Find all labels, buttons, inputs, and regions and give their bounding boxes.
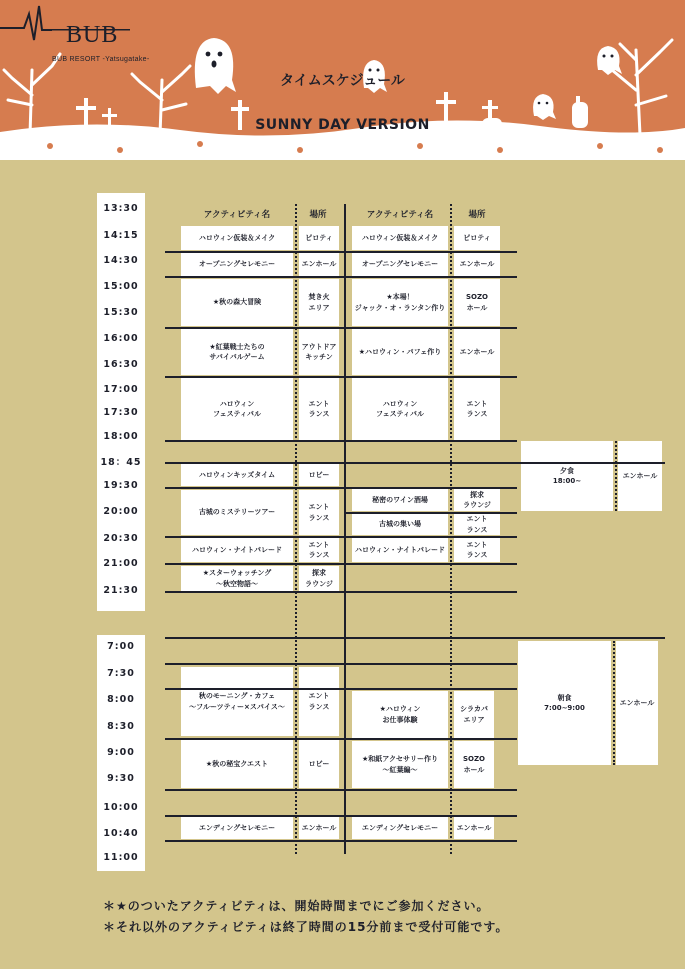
time-label: 19:30 (103, 480, 139, 491)
time-label: 14:15 (103, 230, 139, 241)
time-label: 13:30 (103, 203, 139, 214)
place-cell: 探求 ラウンジ (299, 566, 339, 591)
column-header-activity-right: アクティビティ名 (366, 210, 434, 220)
activity-cell: ★ハロウィン・パフェ作り (352, 329, 448, 375)
activity-cell: ★本場！ ジャック・オ・ランタン作り (352, 279, 448, 326)
activity-cell: ハロウィン フェスティバル (352, 378, 448, 440)
place-cell: ピロティ (454, 226, 500, 250)
place-cell: SOZO ホール (454, 279, 500, 326)
activity-cell: オープニングセレモニー (181, 253, 293, 276)
header-banner (0, 0, 685, 160)
column-header-place-left: 場所 (309, 210, 327, 220)
note-line-2: ＊それ以外のアクティビティは終了時間の15分前まで受付可能です。 (103, 920, 509, 934)
time-label: 18：45 (100, 457, 142, 468)
dinner-place-cell: エンホール (618, 441, 662, 511)
activity-cell: 秋のモーニング・カフェ ～フルーツティー×スパイス～ (181, 667, 293, 736)
time-label: 18:00 (103, 431, 139, 442)
time-label: 16:30 (103, 359, 139, 370)
time-label: 15:30 (103, 307, 139, 318)
logo-title: BUB (66, 22, 119, 48)
time-label: 17:00 (103, 384, 139, 395)
column-header-place-right: 場所 (468, 210, 486, 220)
activity-cell: ★スターウォッチング ～秋空物語～ (181, 566, 293, 591)
activity-cell: ハロウィン仮装＆メイク (352, 226, 448, 250)
note-line-1: ＊★のついたアクティビティは、開始時間までにご参加ください。 (103, 899, 490, 913)
place-cell: 焚き火 エリア (299, 279, 339, 326)
activity-cell: ★秋の秘宝クエスト (181, 740, 293, 788)
time-label: 10:40 (103, 828, 139, 839)
breakfast-cell: 朝食 7:00~9:00 (518, 641, 611, 765)
place-cell: ロビー (299, 464, 339, 486)
place-cell: ロビー (299, 740, 339, 788)
activity-cell: エンディングセレモニー (352, 817, 448, 839)
time-label: 20:30 (103, 533, 139, 544)
page-title: タイムスケジュール (280, 73, 405, 89)
place-cell: エンホール (454, 817, 494, 839)
activity-cell: ハロウィン仮装＆メイク (181, 226, 293, 250)
time-label: 8:00 (107, 694, 135, 705)
activity-cell: ハロウィン フェスティバル (181, 378, 293, 440)
time-label: 9:30 (107, 773, 135, 784)
dinner-cell: 夕食 18:00~ (521, 441, 613, 511)
activity-cell: 秘密のワイン酒場 (352, 489, 448, 511)
time-label: 7:00 (107, 641, 135, 652)
place-cell: エント ランス (299, 667, 339, 736)
place-cell: エント ランス (454, 514, 500, 535)
time-label: 21:30 (103, 585, 139, 596)
activity-cell: 古城のミステリーツアー (181, 490, 293, 535)
place-cell: エント ランス (299, 490, 339, 535)
time-label: 16:00 (103, 333, 139, 344)
activity-cell: ハロウィンキッズタイム (181, 464, 293, 486)
activity-cell: ハロウィン・ナイトパレード (352, 538, 448, 562)
place-cell: シラカバ エリア (454, 691, 494, 738)
place-cell: ピロティ (299, 226, 339, 250)
time-label: 8:30 (107, 721, 135, 732)
activity-cell: ★ハロウィン お仕事体験 (352, 691, 448, 738)
activity-cell: ★和紙アクセサリー作り ～紅葉編～ (352, 741, 448, 788)
activity-cell: ★紅葉戦士たちの サバイバルゲーム (181, 329, 293, 375)
activity-cell: エンディングセレモニー (181, 817, 293, 839)
place-cell: エント ランス (299, 538, 339, 562)
column-header-activity-left: アクティビティ名 (203, 210, 271, 220)
activity-cell: ★秋の森大冒険 (181, 279, 293, 326)
page-subtitle: SUNNY DAY VERSION (255, 117, 430, 133)
place-cell: エンホール (299, 817, 339, 839)
breakfast-place-cell: エンホール (616, 641, 658, 765)
time-label: 9:00 (107, 747, 135, 758)
place-cell: エンホール (454, 253, 500, 276)
activity-cell: 古城の集い場 (352, 514, 448, 535)
time-label: 17:30 (103, 407, 139, 418)
place-cell: エンホール (454, 329, 500, 375)
time-label: 7:30 (107, 668, 135, 679)
place-cell: SOZO ホール (454, 741, 494, 788)
time-label: 15:00 (103, 281, 139, 292)
time-label: 14:30 (103, 255, 139, 266)
time-label: 11:00 (103, 852, 139, 863)
place-cell: エント ランス (454, 538, 500, 562)
place-cell: エンホール (299, 253, 339, 276)
activity-cell: オープニングセレモニー (352, 253, 448, 276)
activity-cell: ハロウィン・ナイトパレード (181, 538, 293, 562)
logo-subtitle: BUB RESORT -Yatsugatake- (52, 56, 150, 63)
time-label: 21:00 (103, 558, 139, 569)
place-cell: 探求 ラウンジ (454, 489, 500, 511)
place-cell: エント ランス (299, 378, 339, 440)
time-label: 10:00 (103, 802, 139, 813)
place-cell: エント ランス (454, 378, 500, 440)
place-cell: アウトドア キッチン (299, 329, 339, 375)
time-label: 20:00 (103, 506, 139, 517)
